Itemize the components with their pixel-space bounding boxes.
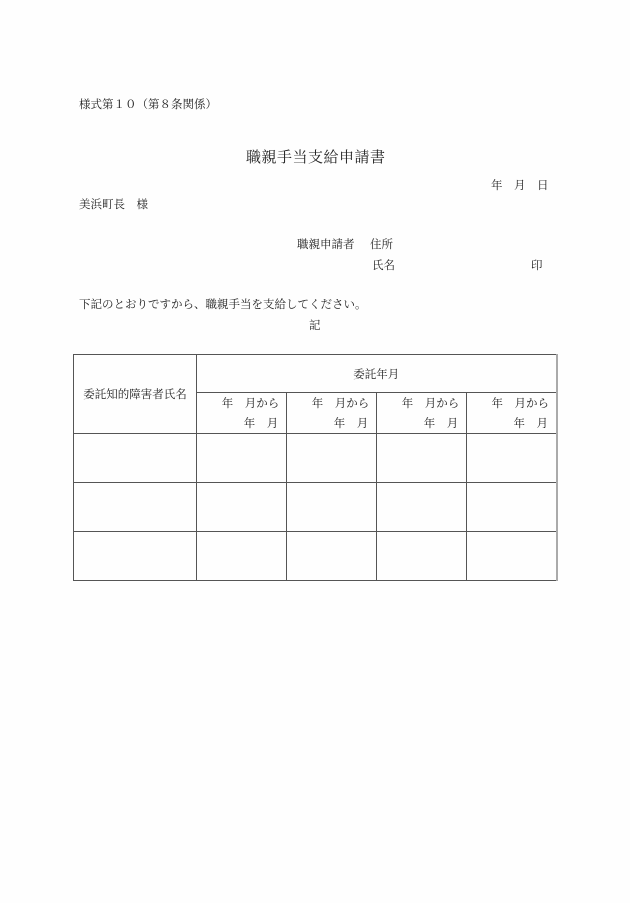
request-text: 下記のとおりですから、職親手当を支給してください。 bbox=[79, 297, 367, 311]
seal-label: 印 bbox=[531, 258, 543, 272]
period-entry-cell[interactable] bbox=[287, 532, 377, 581]
period-entry-cell[interactable] bbox=[467, 532, 557, 581]
name-header: 委託知的障害者氏名 bbox=[74, 355, 197, 434]
period-cell-3: 年 月から 年 月 bbox=[377, 393, 467, 434]
name-label: 氏名 bbox=[372, 258, 395, 272]
period-entry-cell[interactable] bbox=[197, 483, 287, 532]
address-label: 住所 bbox=[370, 237, 393, 251]
date-line: 年 月 日 bbox=[491, 178, 549, 192]
table-row bbox=[74, 532, 557, 581]
period-entry-cell[interactable] bbox=[377, 434, 467, 483]
table-row bbox=[74, 434, 557, 483]
form-number: 様式第１０（第８条関係） bbox=[79, 97, 217, 111]
period-entry-cell[interactable] bbox=[197, 532, 287, 581]
person-name-cell[interactable] bbox=[74, 483, 197, 532]
period-entry-cell[interactable] bbox=[467, 434, 557, 483]
applicant-role-label: 職親申請者 bbox=[297, 237, 355, 251]
ki-label: 記 bbox=[309, 318, 321, 332]
period-entry-cell[interactable] bbox=[287, 483, 377, 532]
entrustment-table bbox=[73, 354, 558, 581]
table-row bbox=[74, 483, 557, 532]
period-entry-cell[interactable] bbox=[467, 483, 557, 532]
person-name-cell[interactable] bbox=[74, 434, 197, 483]
period-header: 委託年月 bbox=[197, 355, 557, 393]
period-cell-4: 年 月から 年 月 bbox=[467, 393, 557, 434]
person-name-cell[interactable] bbox=[74, 532, 197, 581]
document-title: 職親手当支給申請書 bbox=[246, 148, 386, 166]
period-entry-cell[interactable] bbox=[287, 434, 377, 483]
addressee: 美浜町長 様 bbox=[79, 197, 148, 211]
period-cell-2: 年 月から 年 月 bbox=[287, 393, 377, 434]
period-cell-1: 年 月から 年 月 bbox=[197, 393, 287, 434]
period-entry-cell[interactable] bbox=[197, 434, 287, 483]
period-entry-cell[interactable] bbox=[377, 483, 467, 532]
period-entry-cell[interactable] bbox=[377, 532, 467, 581]
